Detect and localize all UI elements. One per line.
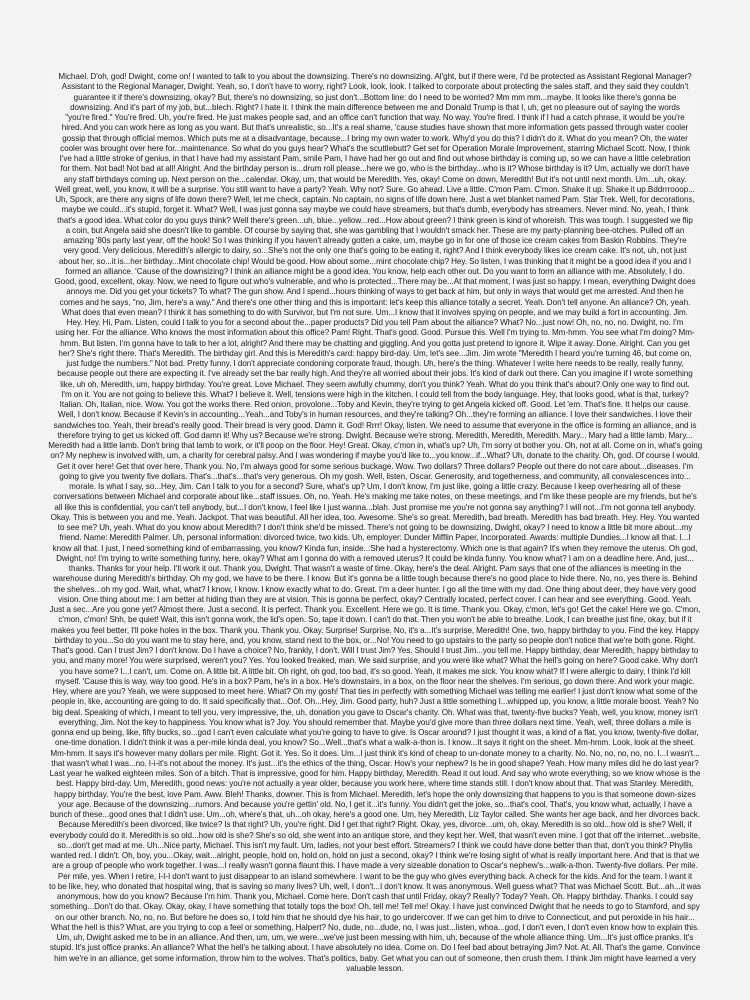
script-line: like, uh oh, Meredith, um, happy birthday. You're great. Love Michael. They seem awfully chummy, don't you think? Yeah. What do you think that's about? Only one way to find out.: [60, 379, 690, 389]
script-line: Hey. Hey. Hi, Pam. Listen, could I talk to you for a second about the...paper products? Did you tell Pam about the alliance? What? No...just now! Oh, no, no, no. Dwight, no. I'm: [66, 318, 684, 327]
script-line: one-time donation. I didn't think it was a per-mile kinda deal, you know? So...Well...that's what a walk-a-thon is. I know...It says it right on the sheet. Mm-hmm. Look, look at the sheet.: [55, 738, 695, 748]
script-line: gonna end up being, like, fifty bucks, so...god I can't even calculate what you're going to have to give. Is Oscar around? I just thought it was, a kind of a flat, you know, twenty-five dollar,: [51, 728, 699, 737]
script-line: formed an alliance. 'Cause of the downsizing? I think an alliance might be a good idea. You know, help each other out. Do you want to form an alliance with me. Absolutely, I do.: [65, 266, 685, 276]
script-line: the shelves...oh my god. Wait, what, what? I know, I know. I know exactly what to do. Great. I'm a deer hunter. I go all the time with my dad. One thing about deer, they have very good: [53, 584, 697, 594]
script-line: friend. Name: Meredith Palmer. Uh, personal information: divorced twice, two kids. Uh, employer: Dunder Mifflin Paper, Incorporated. Awards: multiple Dundies...I know all that. I...I: [59, 533, 691, 543]
script-line: so...don't get mad at me. Uh...Nice party, Michael. This isn't my fault. Um, ladies, not your best effort. Streamers? I think we could have done better than that, don't you think? Phyllis: [57, 840, 693, 850]
script-poster: [48, 72, 702, 973]
script-line: hmm. But listen. I'm gonna have to talk to her a lot, alright? And there may be chatting and giggling. And you gotta just pretend to ignore it. Wipe it away. Done. Alright. Can you get: [60, 338, 690, 348]
script-line: c'mon, c'mon! Shh, be quiet! Wait, this isn't gonna work, the lid's open. So, tape it down. I can't do that. Then you won't be able to breathe. Look, I can breathe just fine, okay, but if it: [58, 615, 692, 625]
script-line: to be like, hey, who donated that hospital wing, that is saving so many lives? Uh, well, I don't...I don't know. It was anonymous. Well guess what? That was Michael Scott. But...ah...it was: [49, 881, 701, 891]
script-line: What the hell is this? What, are you trying to cop a feel or something, Halpert? No, dude, no...dude, no, I was just...listen, whoa...god, I don't even, I don't even know how to explain this.: [50, 922, 700, 932]
script-line: know all that. I just, I need something kind of embarrassing, you know? Kinda fun, inside...She had a hysterectomy. Which one is that again? It's when they remove the uterus. Oh god,: [52, 543, 698, 553]
script-line: Michael. D'oh, god! Dwight, come on! I wanted to talk to you about the downsizing. There's no downsizing. Al'ght, but if there were, I'd be protected as Assistant Regional Manager?: [58, 72, 692, 81]
script-line: Well great, well, you know, it will be a surprise. You still want to have a party? Yeah. Why not? Sure. Go ahead. Live a little. C'mon Pam. C'mon. Shake it up. Shake it up.Bddrrrooop...: [55, 184, 695, 194]
script-line: on? My nephew is involved with, um, a charity for cerebral palsy. And I was wondering if maybe you'd like to...you know...if...What? Uh, donate to the charity. Oh, god. Of course I would.: [50, 451, 700, 461]
script-line: wanted red. I didn't. Oh, boy, you...Okay, wait...alright, people, hold on, hold on, hold on just a second, okay? I think we're losing sight of what is really important here. And that is that we: [50, 851, 700, 860]
script-line: about her, so...it is...her birthday...Mint chocolate chip! Would be good. How about some...mint chocolate chip? Hey. So listen, I was thinking that it might be a good idea if you and I: [58, 256, 692, 266]
script-line: going to give you twenty five dollars. That's...that's...that's very generous. Oh my gosh. Well, listen, Oscar. Generosity, and togetherness, and community, all convalescences into...: [59, 471, 691, 481]
script-line: comes and he says, "no, Jim, here's a way." And there's one other thing and this is important: let's keep this alliance totally a secret. Yeah. Don't tell anyone. An alliance? Oh, yeah.: [59, 297, 691, 307]
script-line: maybe we could...it's stupid, forget it. What? Well, I was just gonna say maybe we could have streamers, but that's dumb, everybody has streamers. Never mind. No, yeah, I think: [61, 205, 689, 215]
script-line: Okay. This is between you and me. Yeah. Jackpot. That was beautiful. All her idea, too. Awesome. She's so great. Meredith, bad breath. Meredith has bad breath. Hey. Hey. You wanted: [50, 512, 700, 522]
script-line: Uh, Spock, are there any signs of life down there? Well, let me check, captain. No captain, no signs of life down here. Just a wet blanket named Pam. Star Trek. Well, for decorations,: [55, 195, 695, 204]
script-line: very good. Very delicious. Meredith's allergic to dairy, so...She's not the only one that's going to be eating it, right? And I think everybody likes ice cream cake. It's not, uh, not just: [63, 246, 687, 256]
script-line: Just a sec...Are you gone yet? Almost there. Just a second. It is perfect. Thank you. Excellent. Here we go. It is time. Thank you. Okay, c'mon, let's go! Get the cake! Here we go. C'mon,: [49, 605, 701, 614]
script-line: big deal. Speaking of which, I meant to tell you, very impressive, the, uh, donation you gave to Oscar's charity. Oh. What was that, twenty-five bucks? Yeah, well, you know, money isn't: [52, 707, 698, 717]
script-line: Because Meredith's been divorced, like twice? Is that right? Uh, you're right. Did I get that right? Right. Okay, yes, divorce...um, oh, okay. Meredith is so old...how old is she? Well, if: [58, 820, 692, 830]
script-line: conversations between Michael and corporate about like...staff issues. Oh, no. Yeah. He's making me take notes, on these meetings, and I'm like these people are my friends, but he's: [53, 492, 697, 502]
script-line: thanks. Thanks for your help. I'll work it out. Thank you, Dwight. That wasn't a waste of time. Okay, here's the deal. Alright. Pam says that one of the alliances is meeting in the: [68, 564, 682, 573]
script-line: Meredith had a little lamb. Don't bring that lamb to work, or it'll poop on the floor. Hey! Great. Okay, c'mon in, what's up? Uh, I'm sorry ot bother you. Oh, not at all. Come on in, what's going: [48, 441, 702, 450]
script-line: something...Don't do that. Okay. Okay, okay, I have something that totally tops the box! Oh, tell me! Tell me! Okay. I have just convinced Dwight that he needs to go to Stamford, and spy: [50, 902, 700, 912]
script-line: birthday to you...So do you want me to stay here, and, you know, stand next to the box, or...No! You need to go upstairs to the party so people don't notice that we're both gone. Right.: [54, 635, 696, 645]
script-line: therefore trying to get us kicked off. God damn it! Why us? Because we're strong. Dwight. Because we're strong. Meredith, Meredith, Meredith. Mary... Mary had a little lamb. Mary...: [57, 430, 693, 440]
script-line: stupid. It's just office pranks. An alliance? What the hell's he talking about. I have absolutely no idea. Come on. Do I feel bad about betraying Jim? Not. At. All. That's the game. Convince: [49, 943, 701, 953]
script-line: happy birthday. You're the best, love Pam. Aww. Bleh! Thanks, downer. This is from Michael. Meredith, let's hope the only downsizing that happens to you is that someone down-sizes: [54, 789, 696, 799]
script-line: for them. Not bad! Not bad at all! Alright. And the birthday person is...drum roll please...here we go, who is the birthday...who is it? Whose birthday is it? Um, actually we don't have: [60, 164, 690, 174]
script-line: Dwight, no! I'm trying to write something funny, here, okay? What am I gonna do with a removed uterus? It could be kinda funny. You know what? I am on a deadline here. And, just...: [56, 553, 694, 563]
script-line: Hey, where are you? Yeah, we were supposed to meet here. What? Oh my gosh! That ties in perfectly with something Michael was telling me earlier! I just don't know what some of the: [52, 687, 698, 696]
script-line: cooler was brought over here for...maintenance. So what do you guys hear? What's the scuttlebutt? Get set for Operation Morale Improvement, starring Michael Scott. Now, I think: [60, 143, 690, 153]
script-line: Per mile, yes. When I retire, I-I-I don't want to just disappear to an island somewhere. I want to be the guy who gives everything back. A check for the kids. And for the team. I want it: [57, 871, 693, 881]
script-line: amazing '80s party last year, off the hook! So I was thinking if you haven't already gotten a cake, um, maybe go in for one of those ice cream cakes from Baskin Robbins. They're: [63, 236, 687, 245]
script-line: Italian. Oh, Italian, nice. Wow. You got the works there. Red onion, provolone...Toby and Kevin, they're trying to get Angela kicked off. Good. Let 'em. That's fine. It helps our cause.: [59, 400, 691, 409]
script-line: that's a good idea. What color do you guys think? Well there's green...uh, blue...yellow...red...How about green? I think green is kind of whoreish. This was tough. I suggested we flip: [57, 215, 693, 225]
script-line: to see me? Uh, yeah. What do you know about Meredith? I don't think she'd be missed. There's not going to be downsizing, Dwight, okay? I need to know a little bit more about...my: [57, 523, 693, 532]
script-line: annoys me. Did you get your tickets? To what? The gun show. And I spend...hours thinking of ways to get back at him, but only in ways that would get me arrested. And then he: [66, 287, 684, 297]
script-line: Um, uh, Dwight asked me to be in an alliance. And then, um, um, we were...we've just been messing with him, uh, because of the whole alliance thing. Um...It's just office pranks. It's: [56, 933, 694, 942]
script-line: all like this is confidential, you can't tell anybody, but...I don't know, I feel like I just wanna...blah. Just promise me you're not gonna say anything? I will not...I'm not gonna tell anybody.: [54, 502, 696, 512]
script-line: bunch of these...good ones that I didn't use. Um...oh, where's that, uh...oh okay, here's a good one. Um, hey Meredith, Liz Taylor called. She wants her age back, and her divorces back.: [50, 810, 700, 819]
script-line: any staff birthdays coming up. Next person on the...calendar. Okay, um, that would be Meredith. Yes, okay! Come on down, Meredith! But it's not until next month. Um...uh, okay.: [63, 174, 687, 184]
script-line: you have some? I...I can't, um. Come on. A little bit. A little bit. Oh right, oh god, too bad, it's so good. Yeah, it makes me sick. You know what? If I were allergic to dairy, I think I'd kill: [59, 666, 691, 676]
script-line: What does that even mean? I think it has something to do with Survivor, but I'm not sure. Um...I know that it involves spying on people, and we may build a fort in accounting. Jim.: [62, 307, 688, 317]
script-line: just fudge the numbers." Not bad. Pretty funny. I don't appreciate condoning corporate fraud, though. Uh, here's the thing. Whatever I write here needs to be really, really funny,: [66, 359, 684, 368]
script-line: gossip that through official memos. Which puts me at a disadvantage, because...I bring my own water to work. Why'd you do this? I didn't do it. What do you mean? Oh, the water: [62, 133, 688, 143]
script-line: I'm on it. You are not going to believe this. What? I believe it. Well, tensions were high in the kitchen. I could tell from the body language. Hey, that looks good, what is that, turkey?: [61, 389, 689, 399]
script-line: I've had a little stroke of genius, in that I have had my assistant Pam, smile Pam, I have had her go out and find out whose birthday is coming up, so we can have a little celebration: [59, 154, 691, 163]
script-line: Last year he walked eighteen miles. Son of a bitch. That is impressive, good for him. Happy birthday, Meredith. Read it out loud. And say who wrote everything, so we know whose is the: [49, 769, 701, 778]
script-line: people in, like, accounting are going to do. It said specifically that...Oof. Oh...Hey, Jim. Good party, huh? Just a little something I...whipped up, you know, a little morale boost. Yeah? No: [51, 697, 699, 707]
script-line: a coin, but Angela said she doesn't like to gamble. Of course by saying that, she was gambling that I wouldn't smack her. These are my party-planning bee-otches. Pulled off an: [65, 225, 685, 235]
script-line: are a group of people who work together. I was...I really wasn't gonna flaunt this. I have made a very sizeable donation to Oscar's nephew's...walk-a-thon. Twenty-five dollars. Per mile.: [52, 861, 698, 871]
script-line: because people out there are expecting it. I've already set the bar really high. And they're all worried about their jobs. It's kind of dark out there. Can you imagine if I wrote something: [57, 369, 693, 379]
script-line: "you're fired." You're fired. Uh, you're fired. He just makes people sad, and an office can't function that way. No way. You're fired. I think if I had a catch phrase, it would be you're: [65, 113, 685, 122]
script-line: Assistant to the Regional Manager, Dwight. Yeah, so, I don't have to worry, right? Look, look, look. I talked to corporate about protecting the sales staff, and they said they couldn't: [61, 82, 689, 92]
script-line: your age. Because of the downsizing...rumors. And because you're gettin' old. No, I get it...it's funny. You didn't get the joke, so...that's cool. That's, you know what, actually, I have a: [58, 799, 692, 809]
script-line: downsizing. And it's part of my job, but...blech. Right? I hate it. I think the main difference between me and Donald Trump is that I, uh, get no pleasure out of saying the words: [70, 102, 680, 112]
script-line: anonymous, how do you know? Because I'm him. Thank you, Michael. Come here. Don't cash that until Friday, okay? Really? Today? Yeah. Oh. Happy birthday. Thanks. I could say: [56, 892, 694, 901]
script-line: everything, Jim. Not the key to happiness. You know what is? Joy. You should remember that. Maybe you'd give more than three dollars next time. Yeah, well, three dollars a mile is: [58, 717, 692, 727]
script-line: Mm-hmm. It says it's however many dollars per mile. Right. Got it. Yes. So it does. Um...I just think it's kind of cheap to un-donate money to a charity. No. No, no, no, no, no. I...I wasn't...: [50, 748, 700, 758]
script-line: That's good. Can I trust Jim? I don't know. Do I have a choice? No, frankly, I don't. Will I trust Jim? Yes. Should I trust Jim...you tell me. Happy birthday, dear Meredith, happy birthday to: [51, 646, 699, 655]
script-line: sandwiches too. Yeah, their bread's really good. Their bread is very good. Damn it. God! Rrrr! Okay, listen. We need to assume that everyone in the office is forming an alliance, and is: [53, 420, 697, 430]
script-line: hired. And you can work here as long as you want. But that's unrealistic, so...It's a real shame, 'cause studies have shown that more information gets passed through water cooler: [61, 123, 689, 133]
script-text-block: [48, 72, 702, 974]
script-line: that wasn't what I was...no. I-i-it's not about the money. It's just...it's the ethics of the thing, Oscar. How's your nephew? Is he in good shape? Yeah. How many miles did he do last year?: [51, 758, 699, 768]
script-line: guarantee it if there's downsizing, okay? But, there's no downsizing, so just don't...Bottom line: do I need to be worried? Mm mm mm...maybe. It looks like there's gonna be: [73, 92, 677, 102]
script-line: everybody could do it. Meredith is so old...how old is she? She's so old, she went into an antique store, and they kept her. Well, that wasn't even mine. I got that off the internet...website,: [49, 830, 701, 840]
script-line: you, and many more! You were surprised, weren't you? Yes. You looked freaked, man. We said surprise, and you were like what? What the hell's going on here? Good cake. Why don't: [52, 656, 698, 666]
script-line: Good, good, excellent, okay. Now, we need to figure out who's vulnerable, and who is protected...There may be...At that moment, I was just so happy. I mean, everything Dwight does: [54, 277, 696, 286]
script-line: on our other branch. No, no, no. But before he does so, I told him that he should dye his hair, to go undercover. If we can get him to drive to Connecticut, and put peroxide in his hair...: [55, 912, 695, 922]
script-line: Get it over here! Get that over here. Thank you. No, I'm always good for some serious buckage. Wow. Two dollars? Three dollars? People out there do not care about...diseases. I'm: [56, 461, 694, 471]
script-line: best. Happy bird-day. Um, Meredith, good news: you're not actually a year older, because you work here, where time stands still. I don't know about that. That was Stanley. Meredith,: [56, 779, 694, 789]
script-line: morale. Is what I say, so...Hey, Jim. Can I talk to you for a second? Sure, what's up? Um, I don't know, I'm just like, going a little crazy. Because I keep overhearing all of these: [69, 482, 681, 491]
script-line: warehouse during Meredith's birthday. Oh my god, we have to be there. I know. But it's gonna be a little tough because there's no good place to hide there. No, no, yes there is. Behind: [52, 574, 698, 584]
script-line: makes you feel better, I'll poke holes in the box. Thank you. Thank you. Okay. Surprise! Surprise. No, it's a...It's surprise, Meredith! One, two, happy birthday to you. Find the key. Happy: [50, 625, 700, 635]
script-line: him we're in an alliance, get some information, throw him to the wolves. That's politics, baby. Get what you can out of someone, then crush them. I think Jim might have learned a very: [54, 953, 696, 963]
script-line: using her. For the alliance. Who knows the most information about this office? Pam! Right. That's good. Good. Pursue this. Well I'm trying to. Mm-hmm. You see what I'm doing? Mm-: [55, 328, 695, 338]
script-line: valuable lesson.: [346, 963, 404, 973]
script-line: her? She's right there. That's Meredith. The birthday girl. And this is Meredith's card: happy bird-day. Um, let's see...Jim. Jim wrote "Meredith I heard you're turning 46, but come on,: [58, 348, 692, 358]
script-line: Well, I don't know. Because if Kevin's in accounting...Yeah...and Toby's in human resources, and they're talking? Oh...they're forming an alliance. I love their sandwiches. I love their: [58, 410, 692, 420]
script-line: vision. One thing about me: I am better at hiding than they are at vision. This is gonna be perfect, okay? Centrally located, perfect cover. I can hear and see everything. Good. Yeah.: [57, 594, 693, 604]
script-line: myself. 'Cause this is way, way too good. He's in a box? Pam, he's in a box. He's downstairs, in a box, on the floor near the shelves. I'm serious, go down there. And work your magic.: [55, 676, 695, 686]
